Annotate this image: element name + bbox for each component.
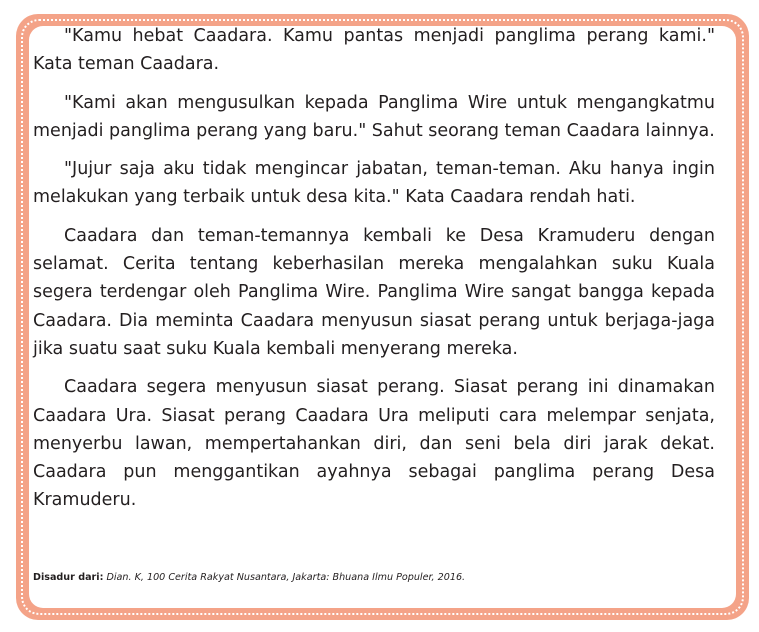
source-citation [33, 572, 465, 583]
paragraph-5: Caadara segera menyusun siasat perang. Siasat perang ini dinamakan Caadara Ura. Siasat perang Caadara Ura meliputi cara melempar senjata, menyerbu lawan, mempertahankan diri, dan seni bela diri jarak dekat. Caadara pun menggantikan ayahnya sebagai panglima perang Desa Kramuderu. [33, 377, 715, 511]
source-reference: Dian. K, 100 Cerita Rakyat Nusantara, Jakarta: Bhuana Ilmu Populer, 2016. [106, 572, 466, 583]
source-label: Disadur dari: [33, 572, 104, 583]
story-text [33, 22, 715, 525]
paragraph-1: "Kamu hebat Caadara. Kamu pantas menjadi panglima perang kami." Kata teman Caadara. [33, 26, 715, 75]
paragraph-4: Caadara dan teman-temannya kembali ke Desa Kramuderu dengan selamat. Cerita tentang keberhasilan mereka mengalahkan suku Kuala segera terdengar oleh Panglima Wire. Panglima Wire sangat bangga kepada Caadara. Dia meminta Caadara menyusun siasat perang untuk berjaga-jaga jika suatu saat suku Kuala kembali menyerang mereka. [33, 225, 715, 359]
paragraph-3: "Jujur saja aku tidak mengincar jabatan, teman-teman. Aku hanya ingin melakukan yang terbaik untuk desa kita." Kata Caadara rendah hati. [33, 159, 715, 208]
paragraph-2: "Kami akan mengusulkan kepada Panglima Wire untuk mengangkatmu menjadi panglima perang yang baru." Sahut seorang teman Caadara lainnya. [33, 92, 715, 141]
